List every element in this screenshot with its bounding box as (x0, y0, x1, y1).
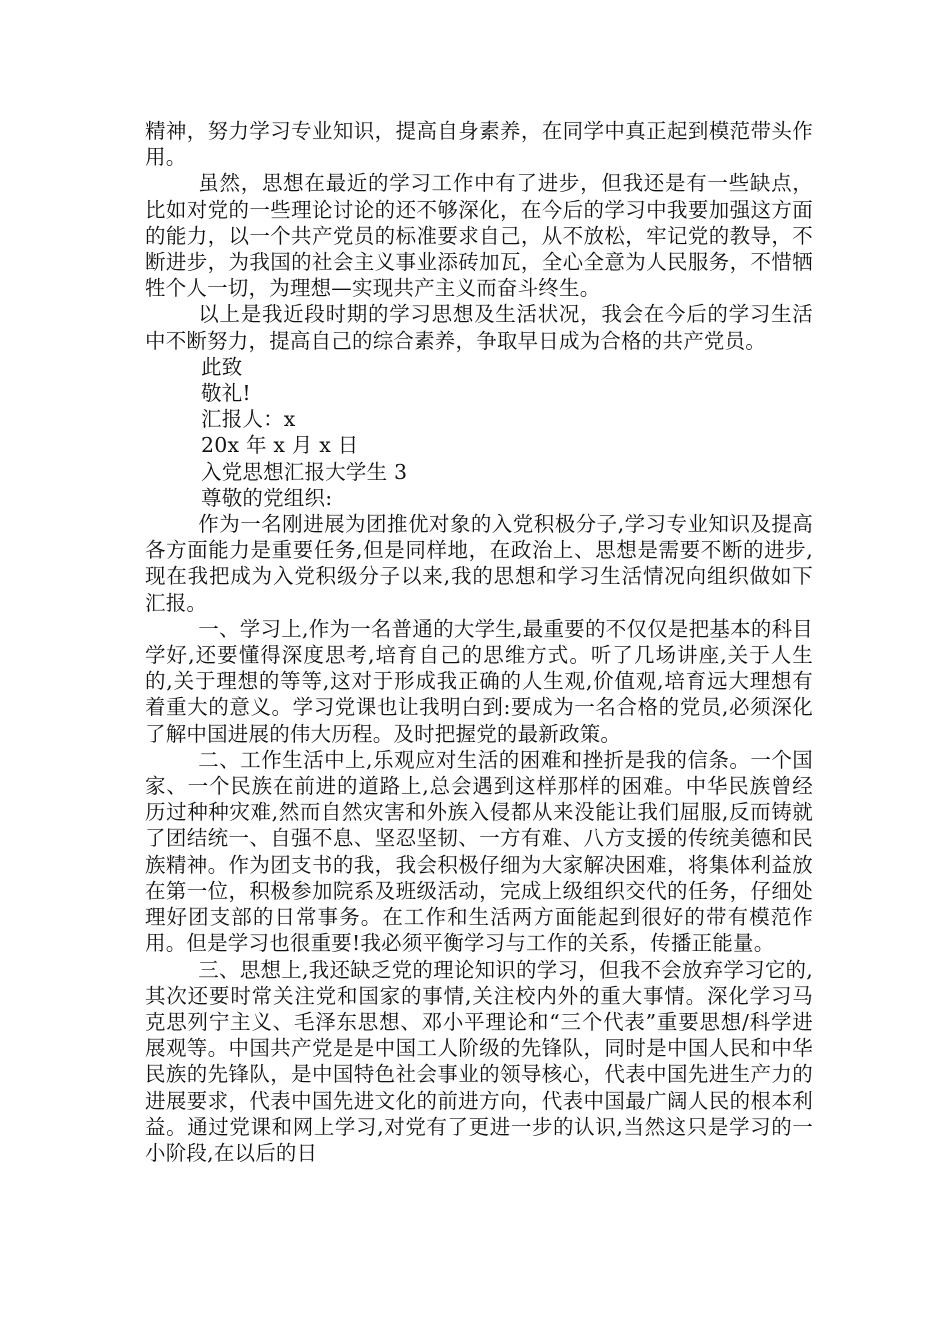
date-line: 20x 年 x 月 x 日 (201, 433, 359, 458)
body-paragraph-2: 一、学习上,作为一名普通的大学生,最重要的不仅仅是把基本的科目学好,还要懂得深度思考,培育自己的思维方式。听了几场讲座,关于人生的,关于理想的等等,这对于形成我正确的人生观,价值观,培育远大理想有着重大的意义。学习党课也让我明白到:要成为一名合格的党员,必须深化了解中国进展的伟大历程。及时把握党的最新政策。 (145, 616, 813, 746)
body-paragraph-3: 二、工作生活中上,乐观应对生活的困难和挫折是我的信条。一个国家、一个民族在前进的道路上,总会遇到这样那样的困难。中华民族曾经历过种种灾难,然而自然灾害和外族入侵都从来没能让我们屈服,反而铸就了团结统一、自强不息、坚忍坚韧、一方有难、八方支援的传统美德和民族精神。作为团支书的我，我会积极仔细为大家解决困难，将集体利益放在第一位，积极参加院系及班级活动，完成上级组织交代的任务，仔细处理好团支部的日常事务。在工作和生活两方面能起到很好的带有模范作用。但是学习也很重要!我必须平衡学习与工作的关系，传播正能量。 (145, 747, 813, 956)
body-paragraph-4: 三、思想上,我还缺乏党的理论知识的学习，但我不会放弃学习它的,其次还要时常关注党和国家的事情,关注校内外的重大事情。深化学习马克思列宁主义、毛泽东思想、邓小平理论和“三个代表”重要思想/科学进展观等。中国共产党是是中国工人阶级的先锋队，同时是中国人民和中华民族的先锋队，是中国特色社会事业的领导核心，代表中国先进生产力的进展要求，代表中国先进文化的前进方向，代表中国最广阔人民的根本利益。通过党课和网上学习,对党有了更进一步的认识,当然这只是学习的一小阶段,在以后的日 (145, 957, 813, 1165)
document-page (145, 118, 813, 1166)
paragraph-3: 以上是我近段时期的学习思想及生活状况，我会在今后的学习生活中不断努力，提高自己的综合素养，争取早日成为合格的共产党员。 (145, 302, 813, 353)
respect-line: 敬礼! (201, 381, 251, 406)
salutation: 此致 (201, 354, 243, 379)
greeting-line: 尊敬的党组织: (201, 485, 333, 510)
body-paragraph-1: 作为一名刚进展为团推优对象的入党积极分子,学习专业知识及提高各方面能力是重要任务,但是同样地，在政治上、思想是需要不断的进步,现在我把成为入党积级分子以来,我的思想和学习生活情况向组织做如下汇报。 (145, 512, 813, 615)
paragraph-1: 精神，努力学习专业知识，提高自身素养，在同学中真正起到模范带头作用。 (145, 119, 813, 170)
section-title: 入党思想汇报大学生 3 (201, 459, 408, 484)
reporter-line: 汇报人：x (201, 407, 296, 432)
paragraph-2: 虽然，思想在最近的学习工作中有了进步，但我还是有一些缺点，比如对党的一些理论讨论的还不够深化，在今后的学习中我要加强这方面的能力，以一个共产党员的标准要求自己，从不放松，牢记党的教导，不断进步，为我国的社会主义事业添砖加瓦，全心全意为人民服务，不惜牺牲个人一切，为理想—实现共产主义而奋斗终生。 (145, 171, 813, 301)
